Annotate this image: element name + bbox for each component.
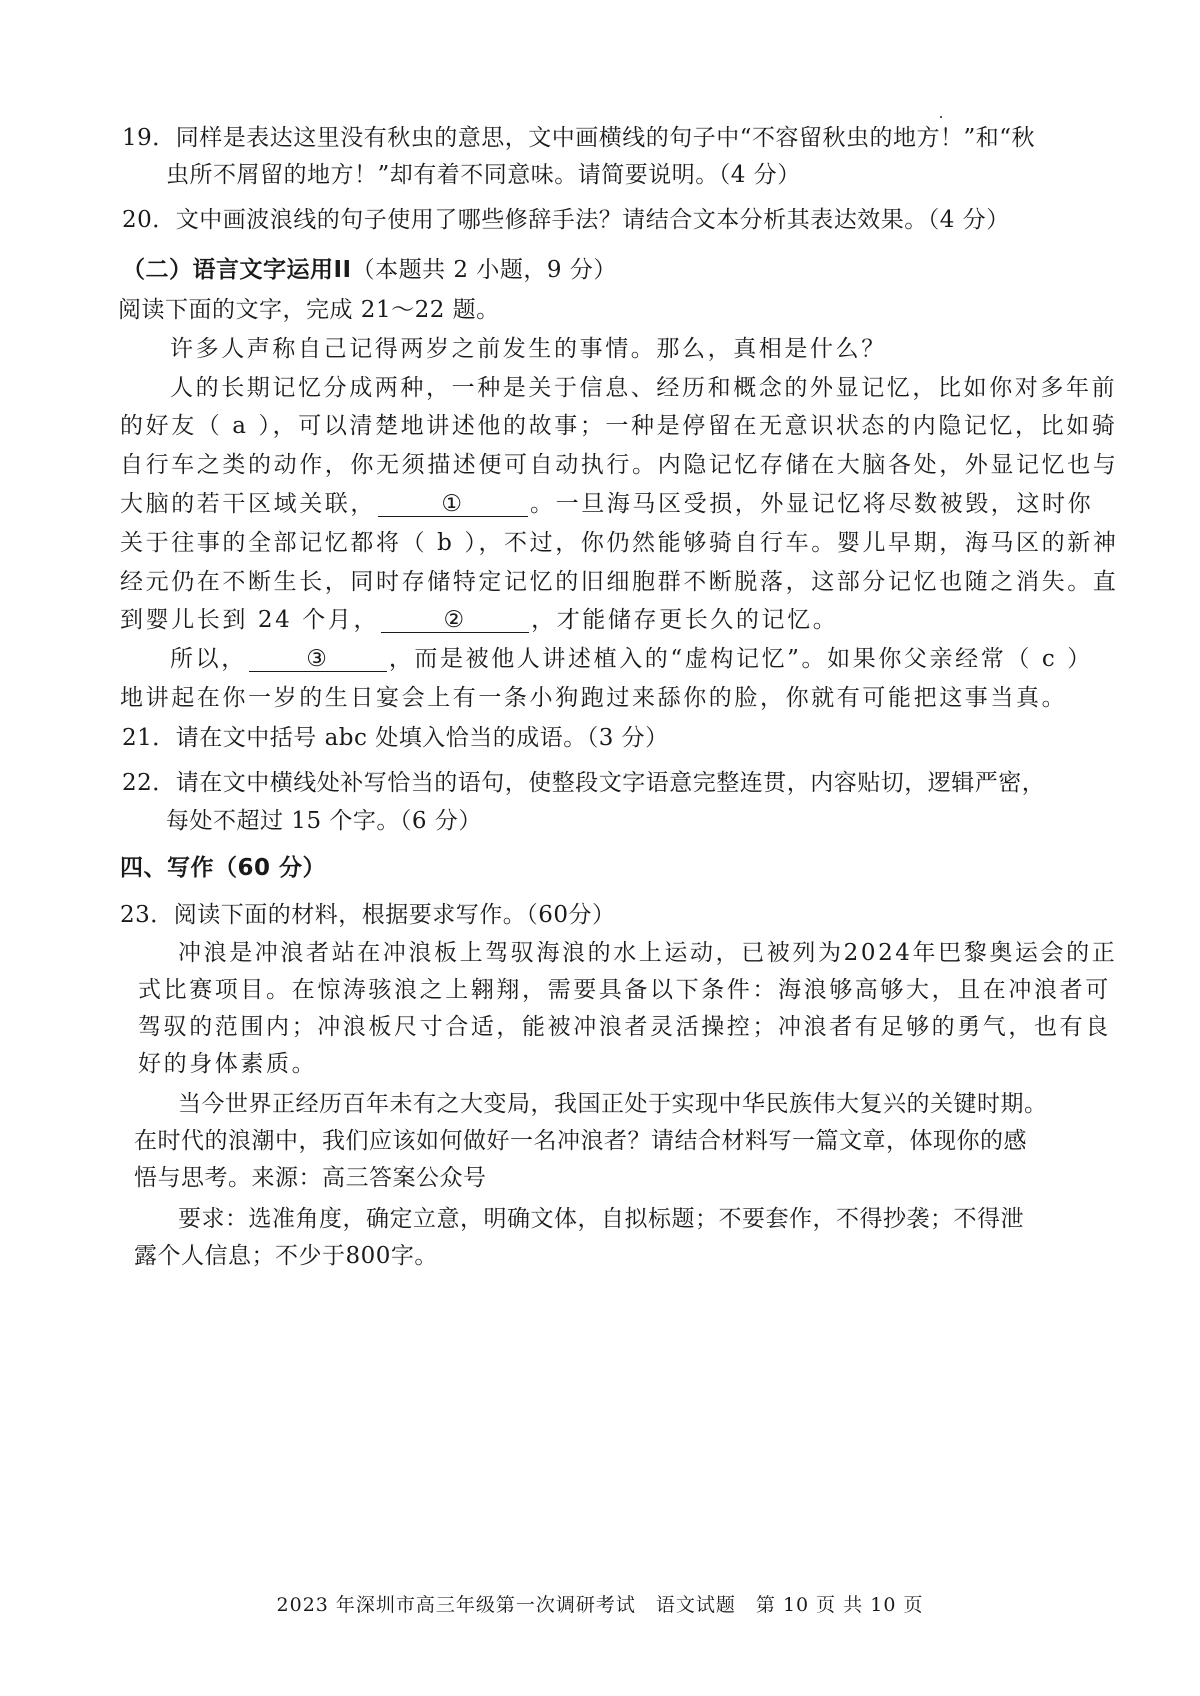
section-2-heading-rest: （本题共 2 小题，9 分） (351, 257, 617, 283)
passage-para-2-line-3: 自行车之类的动作，你无须描述便可自动执行。内隐记忆存储在大脑各处，外显记忆也与 (120, 452, 1119, 478)
passage-para-3-line-2: 地讲起在你一岁的生日宴会上有一条小狗跑过来舔你的脸，你就有可能把这事当真。 (120, 685, 1068, 711)
section-4-heading: 四、写作（60 分） (120, 855, 327, 881)
passage-para-2-line-7 (120, 605, 838, 635)
question-20: 20．文中画波浪线的句子使用了哪些修辞手法？请结合文本分析其表达效果。（4 分） (122, 207, 1010, 233)
section-2-heading-bold: （二）语言文字运用II (122, 257, 352, 283)
passage-para-2-line-4 (120, 489, 1093, 519)
requirements-line-2: 露个人信息；不少于800字。 (134, 1243, 438, 1269)
material-para-1-line-4: 好的身体素质。 (138, 1051, 318, 1077)
requirements-line-1: 要求：选准角度，确定立意，明确文体，自拟标题；不要套作，不得抄袭；不得泄 (178, 1206, 1024, 1232)
material-para-1-line-2: 式比赛项目。在惊涛骇浪之上翱翔，需要具备以下条件：海浪够高够大，且在冲浪者可 (138, 977, 1111, 1003)
fill-blank-1: ① (378, 492, 528, 517)
text-segment: 所以， (170, 646, 247, 672)
question-22-line-2: 每处不超过 15 个字。（6 分） (166, 808, 482, 834)
fill-blank-2: ② (381, 608, 529, 633)
material-para-2-line-2: 在时代的浪潮中，我们应该如何做好一名冲浪者？请结合材料写一篇文章，体现你的感 (134, 1128, 1027, 1154)
text-segment: 大脑的若干区域关联， (120, 491, 376, 517)
passage-para-3-line-1 (170, 644, 1093, 674)
passage-para-2-line-1: 人的长期记忆分成两种，一种是关于信息、经历和概念的外显记忆，比如你对多年前 (170, 375, 1118, 401)
section-2-instruction: 阅读下面的文字，完成 21～22 题。 (118, 297, 500, 323)
text-segment: ，而是被他人讲述植入的“虚构记忆”。如果你父亲经常（ c ） (388, 646, 1093, 672)
fill-blank-3: ③ (249, 647, 387, 672)
page-footer: 2023 年深圳市高三年级第一次调研考试 语文试题 第 10 页 共 10 页 (276, 1594, 924, 1616)
material-para-1-line-3: 驾驭的范围内；冲浪板尺寸合适，能被冲浪者灵活操控；冲浪者有足够的勇气，也有良 (138, 1014, 1111, 1040)
text-segment: 到婴儿长到 24 个月， (120, 607, 380, 633)
scan-speck (940, 116, 942, 118)
passage-para-2-line-2: 的好友（ a ），可以清楚地讲述他的故事；一种是停留在无意识状态的内隐记忆，比如骑 (120, 413, 1118, 439)
question-22-line-1: 22．请在文中横线处补写恰当的语句，使整段文字语意完整连贯，内容贴切，逻辑严密， (122, 770, 1046, 796)
passage-para-1: 许多人声称自己记得两岁之前发生的事情。那么，真相是什么？ (170, 336, 887, 362)
material-para-2-line-1: 当今世界正经历百年未有之大变局，我国正处于实现中华民族伟大复兴的关键时期。 (178, 1091, 1048, 1117)
passage-para-2-line-5: 关于往事的全部记忆都将（ b ），不过，你仍然能够骑自行车。婴儿早期，海马区的新神 (120, 530, 1119, 556)
material-para-1-line-1: 冲浪是冲浪者站在冲浪板上驾驭海浪的水上运动，已被列为2024年巴黎奥运会的正 (178, 940, 1118, 966)
text-segment: ，才能储存更长久的记忆。 (531, 607, 839, 633)
text-segment: 。一旦海马区受损，外显记忆将尽数被毁，这时你 (530, 491, 1094, 517)
question-19-line-2: 虫所不屑留的地方！”却有着不同意味。请简要说明。（4 分） (166, 162, 801, 188)
question-21: 21．请在文中括号 abc 处填入恰当的成语。（3 分） (122, 725, 669, 751)
material-para-2-line-3: 悟与思考。来源：高三答案公众号 (134, 1165, 487, 1191)
section-2-heading (122, 255, 617, 285)
question-19-line-1: 19．同样是表达这里没有秋虫的意思，文中画横线的句子中“不容留秋虫的地方！”和“秋 (122, 125, 1036, 151)
passage-para-2-line-6: 经元仍在不断生长，同时存储特定记忆的旧细胞群不断脱落，这部分记忆也随之消失。直 (120, 569, 1119, 595)
question-23: 23．阅读下面的材料，根据要求写作。（60分） (120, 902, 616, 928)
